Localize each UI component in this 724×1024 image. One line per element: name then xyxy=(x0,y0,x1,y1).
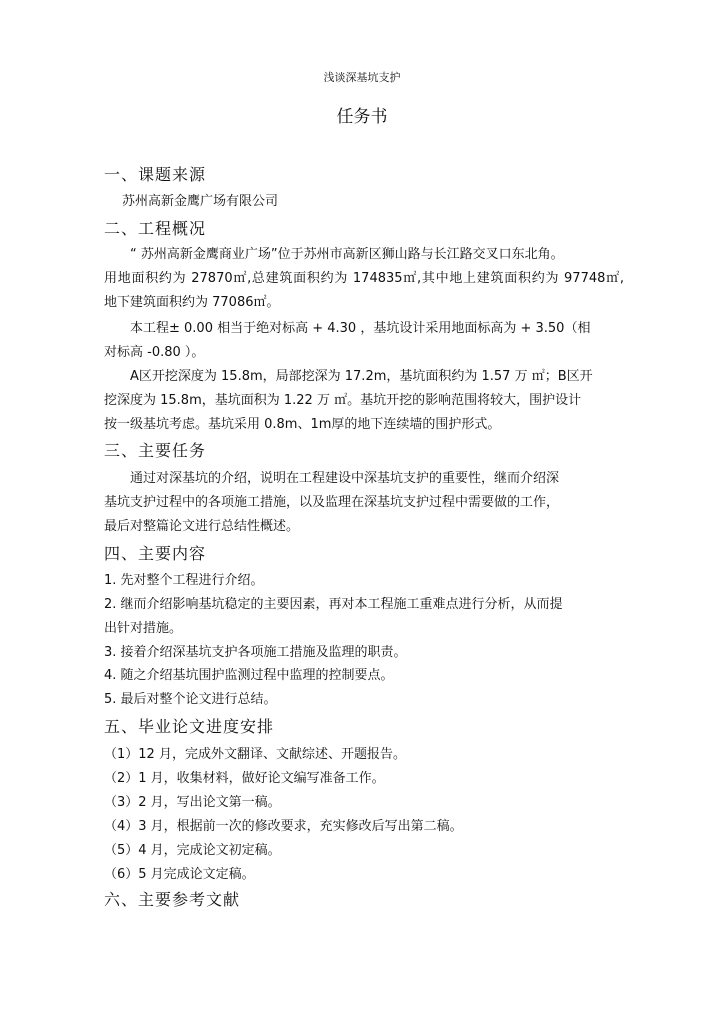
section-heading-3: 三、主要任务 xyxy=(104,441,207,460)
section-heading-6: 六、主要参考文献 xyxy=(104,890,241,909)
schedule-item: （1）12 月，完成外文翻译、文献综述、开题报告。 xyxy=(104,747,406,762)
paragraph-line: 通过对深基坑的介绍，说明在工程建设中深基坑支护的重要性，继而介绍深 xyxy=(130,471,560,486)
schedule-item: （3）2 月，写出论文第一稿。 xyxy=(104,795,281,810)
list-item: 2. 继而介绍影响基坑稳定的主要因素，再对本工程施工重难点进行分析，从而提 xyxy=(104,597,563,612)
paragraph-line: 最后对整篇论文进行总结性概述。 xyxy=(104,519,300,534)
paragraph-line: 地下建筑面积约为 77086㎡。 xyxy=(104,295,280,310)
paragraph-line: A区开挖深度为 15.8m，局部挖深为 17.2m，基坑面积约为 1.57 万 ㎡；B区开 xyxy=(130,369,593,384)
paragraph-line: 苏州高新金鹰广场有限公司 xyxy=(122,194,279,209)
paragraph-line: 对标高 -0.80 ）。 xyxy=(104,345,205,360)
schedule-item: （2）1 月，收集材料，做好论文编写准备工作。 xyxy=(104,771,385,786)
section-heading-2: 二、工程概况 xyxy=(104,219,207,238)
list-item: 5. 最后对整个论文进行总结。 xyxy=(104,692,277,707)
section-heading-1: 一、课题来源 xyxy=(104,165,207,184)
schedule-item: （5）4 月，完成论文初定稿。 xyxy=(104,843,281,858)
list-item: 3. 接着介绍深基坑支护各项施工措施及监理的职责。 xyxy=(104,645,407,660)
section-heading-5: 五、毕业论文进度安排 xyxy=(104,717,275,736)
section-heading-4: 四、主要内容 xyxy=(104,544,207,563)
paragraph-line: 挖深度为 15.8m，基坑面积为 1.22 万 ㎡。基坑开挖的影响范围将较大，围护设计 xyxy=(104,393,582,408)
paragraph-line: “ 苏州高新金鹰商业广场”位于苏州市高新区狮山路与长江路交叉口东北角。 xyxy=(130,247,564,262)
paragraph-line: 基坑支护过程中的各项施工措施，以及监理在深基坑支护过程中需要做的工作， xyxy=(104,495,560,510)
schedule-item: （4）3 月，根据前一次的修改要求，充实修改后写出第二稿。 xyxy=(104,819,463,834)
page-title: 任务书 xyxy=(336,107,388,127)
paragraph-line: 按一级基坑考虑。基坑采用 0.8m、1m厚的地下连续墙的围护形式。 xyxy=(104,417,501,432)
paragraph-line: 用地面积约为 27870㎡,总建筑面积约为 174835㎡,其中地上建筑面积约为 97748㎡, xyxy=(104,271,624,286)
running-header: 浅谈深基坑支护 xyxy=(323,71,401,84)
list-item-continuation: 出针对措施。 xyxy=(104,621,183,636)
list-item: 1. 先对整个工程进行介绍。 xyxy=(104,573,264,588)
list-item: 4. 随之介绍基坑围护监测过程中监理的控制要点。 xyxy=(104,668,394,683)
paragraph-line: 本工程± 0.00 相当于绝对标高 + 4.30 ，基坑设计采用地面标高为 + 3.50（相 xyxy=(130,321,591,336)
schedule-item: （6）5 月完成论文定稿。 xyxy=(104,867,255,882)
